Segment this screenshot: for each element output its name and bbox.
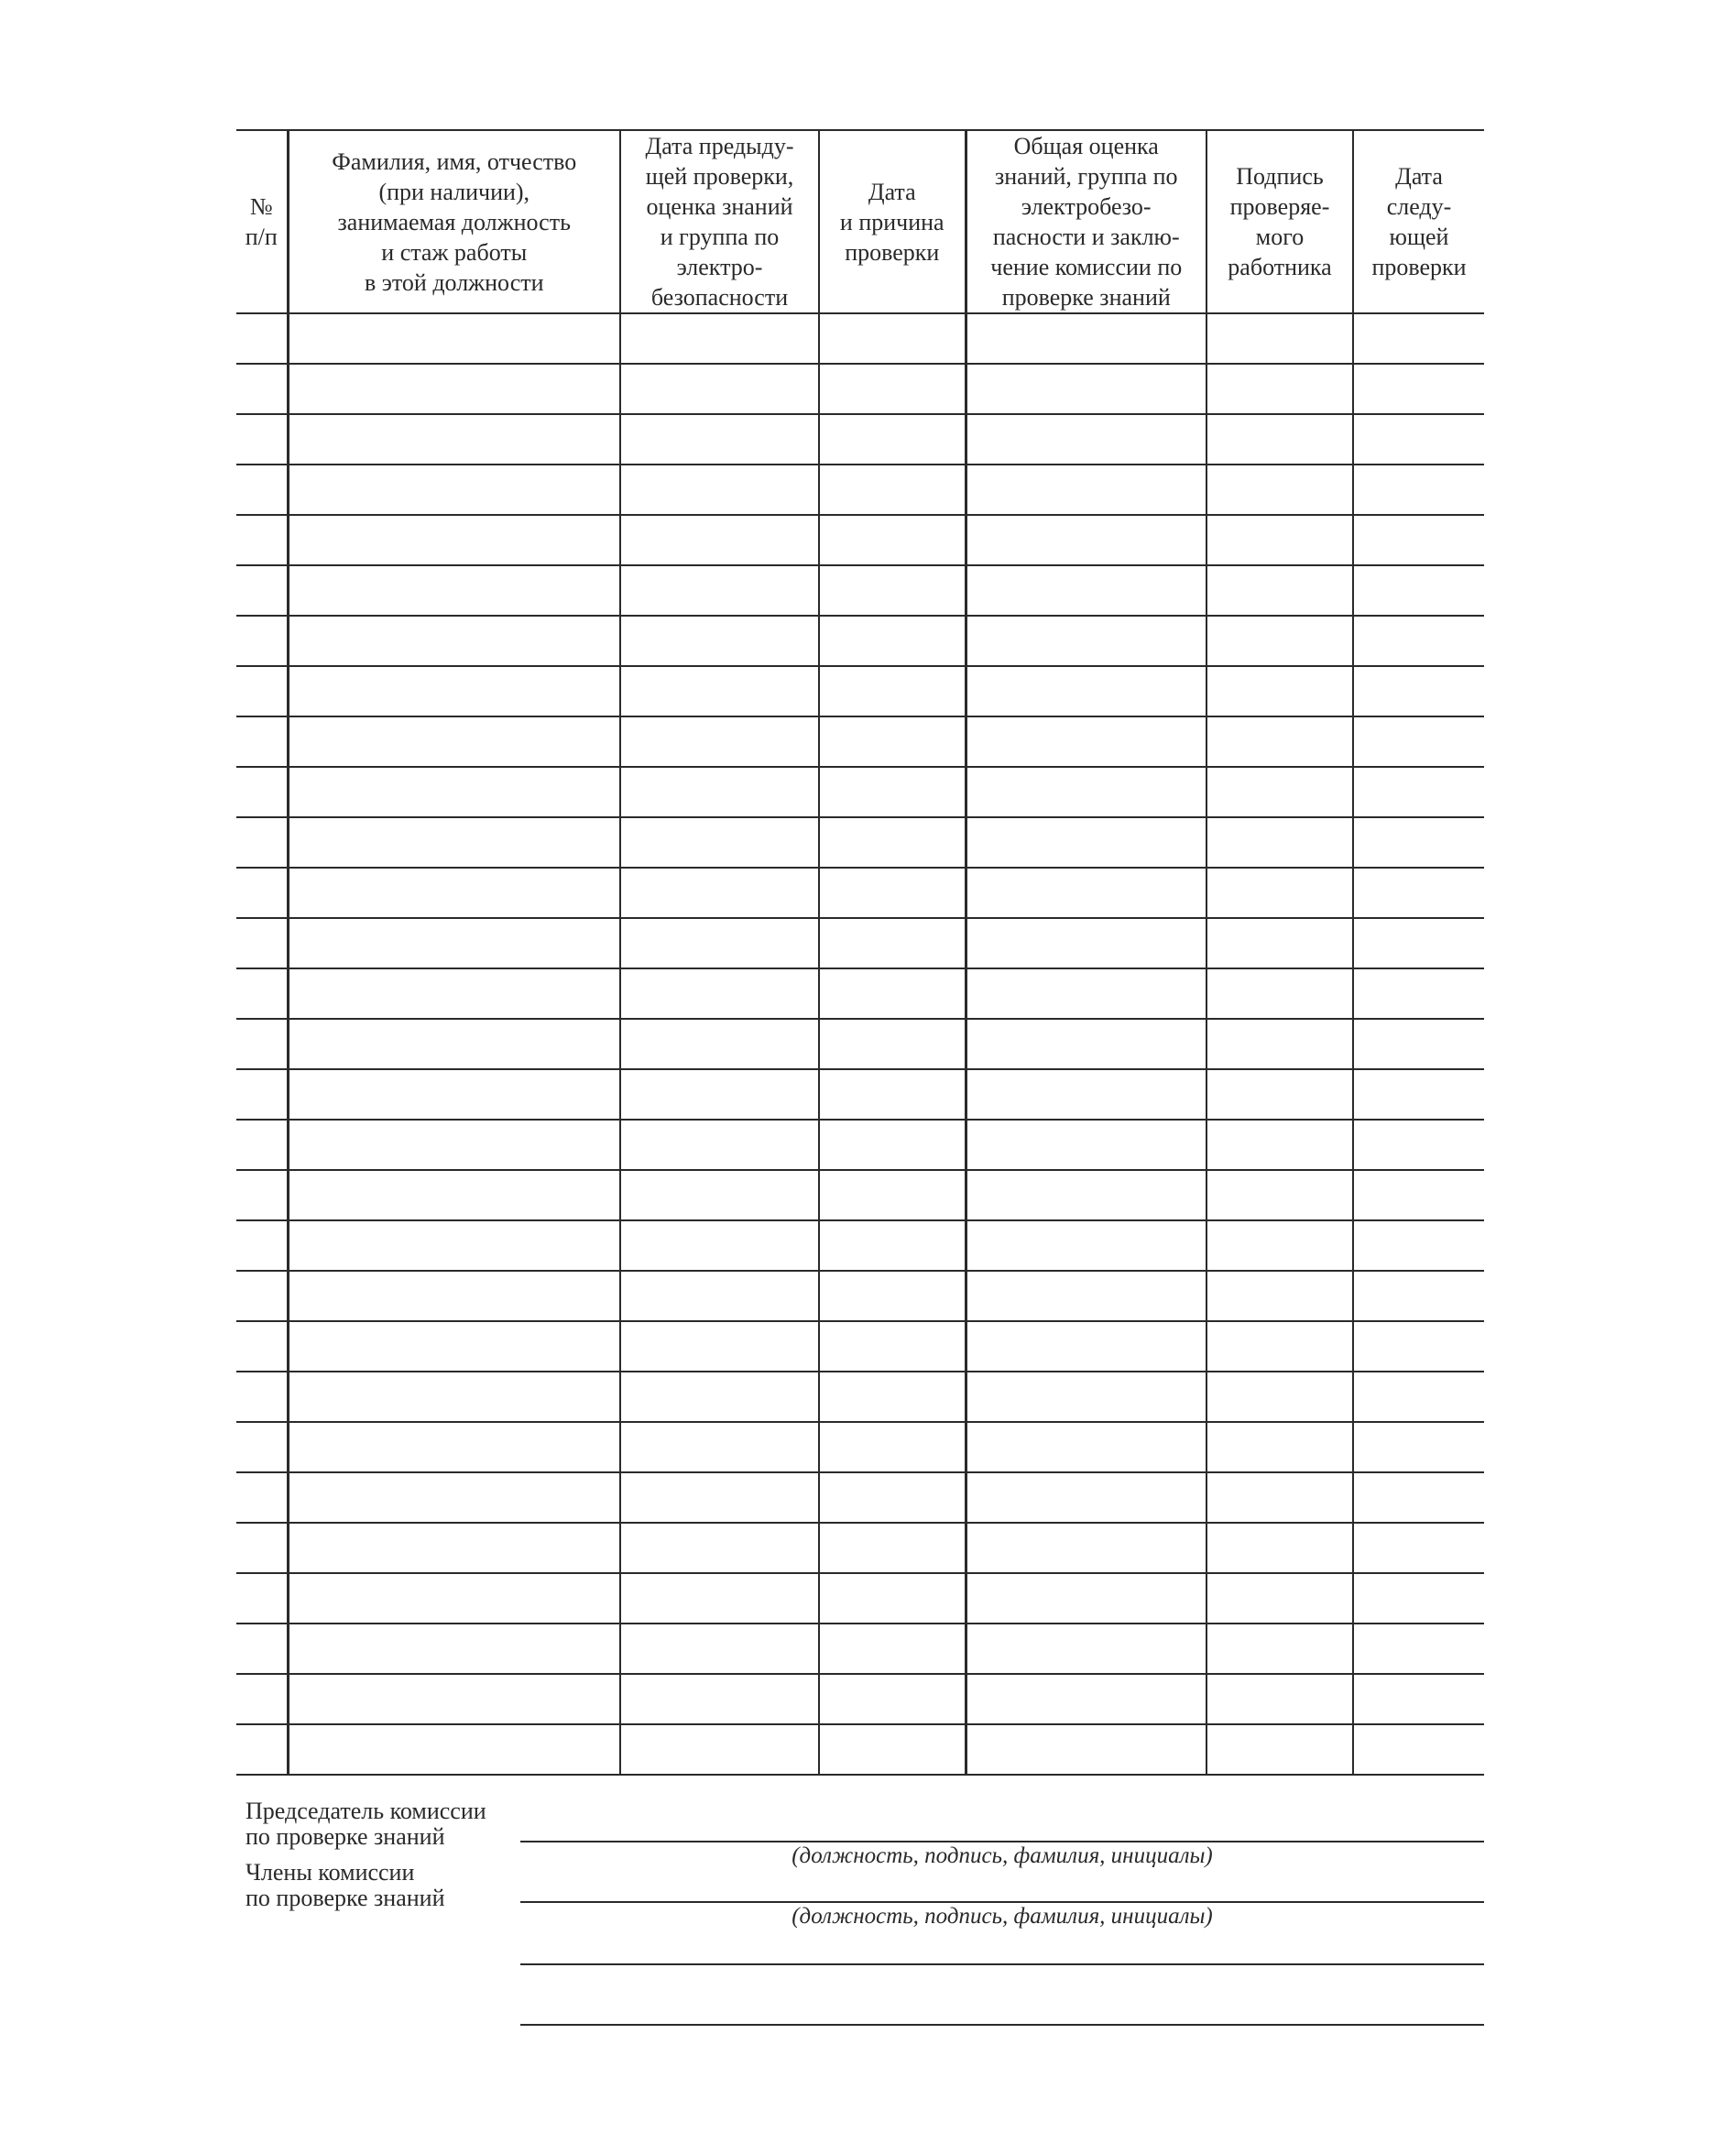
- member-signature-line-3[interactable]: [520, 2024, 1484, 2026]
- table-body: [236, 313, 1484, 1775]
- table-row: [236, 767, 1484, 817]
- cell-next-check-date[interactable]: [1353, 1220, 1484, 1271]
- cell-employee-signature[interactable]: [1206, 1019, 1353, 1069]
- cell-row-number[interactable]: [236, 666, 288, 716]
- cell-overall-assessment[interactable]: [966, 313, 1206, 364]
- cell-overall-assessment[interactable]: [966, 666, 1206, 716]
- cell-overall-assessment[interactable]: [966, 1624, 1206, 1674]
- table-row: [236, 1220, 1484, 1271]
- cell-employee-signature[interactable]: [1206, 716, 1353, 767]
- cell-check-date-reason[interactable]: [819, 364, 966, 414]
- cell-row-number[interactable]: [236, 1120, 288, 1170]
- header-row-number: № п/п: [236, 130, 288, 313]
- cell-row-number[interactable]: [236, 1422, 288, 1472]
- header-check-date-reason: Дата и причина проверки: [819, 130, 966, 313]
- cell-employee-name[interactable]: [288, 1573, 620, 1624]
- cell-check-date-reason[interactable]: [819, 1321, 966, 1372]
- header-overall-assessment: Общая оценка знаний, группа по электробезо- пасности и заклю- чение комиссии по проверке знаний: [966, 130, 1206, 313]
- cell-overall-assessment[interactable]: [966, 968, 1206, 1019]
- cell-row-number[interactable]: [236, 565, 288, 616]
- cell-overall-assessment[interactable]: [966, 868, 1206, 918]
- chairman-signature-line[interactable]: [520, 1841, 1484, 1842]
- cell-row-number[interactable]: [236, 1019, 288, 1069]
- table-row: [236, 616, 1484, 666]
- cell-employee-signature[interactable]: [1206, 1573, 1353, 1624]
- table-row: [236, 1523, 1484, 1573]
- chairman-label: Председатель комиссии по проверке знаний: [246, 1798, 486, 1850]
- cell-check-date-reason[interactable]: [819, 968, 966, 1019]
- cell-next-check-date[interactable]: [1353, 616, 1484, 666]
- cell-row-number[interactable]: [236, 364, 288, 414]
- cell-check-date-reason[interactable]: [819, 1120, 966, 1170]
- cell-row-number[interactable]: [236, 817, 288, 868]
- cell-employee-name[interactable]: [288, 767, 620, 817]
- cell-check-date-reason[interactable]: [819, 918, 966, 968]
- cell-previous-check[interactable]: [620, 1573, 819, 1624]
- cell-check-date-reason[interactable]: [819, 565, 966, 616]
- cell-previous-check[interactable]: [620, 1674, 819, 1724]
- cell-previous-check[interactable]: [620, 313, 819, 364]
- cell-next-check-date[interactable]: [1353, 1321, 1484, 1372]
- cell-previous-check[interactable]: [620, 1523, 819, 1573]
- cell-next-check-date[interactable]: [1353, 1573, 1484, 1624]
- cell-previous-check[interactable]: [620, 1724, 819, 1775]
- cell-next-check-date[interactable]: [1353, 1019, 1484, 1069]
- table-row: [236, 313, 1484, 364]
- cell-next-check-date[interactable]: [1353, 666, 1484, 716]
- cell-previous-check[interactable]: [620, 414, 819, 465]
- cell-check-date-reason[interactable]: [819, 465, 966, 515]
- cell-next-check-date[interactable]: [1353, 817, 1484, 868]
- cell-next-check-date[interactable]: [1353, 1120, 1484, 1170]
- cell-previous-check[interactable]: [620, 565, 819, 616]
- cell-previous-check[interactable]: [620, 1271, 819, 1321]
- members-label: Члены комиссии по проверке знаний: [246, 1859, 445, 1911]
- cell-employee-name[interactable]: [288, 1422, 620, 1472]
- cell-employee-signature[interactable]: [1206, 565, 1353, 616]
- cell-employee-name[interactable]: [288, 313, 620, 364]
- cell-overall-assessment[interactable]: [966, 1170, 1206, 1220]
- cell-employee-name[interactable]: [288, 414, 620, 465]
- cell-check-date-reason[interactable]: [819, 1220, 966, 1271]
- cell-employee-name[interactable]: [288, 1674, 620, 1724]
- cell-employee-name[interactable]: [288, 968, 620, 1019]
- cell-row-number[interactable]: [236, 918, 288, 968]
- cell-next-check-date[interactable]: [1353, 1422, 1484, 1472]
- cell-employee-signature[interactable]: [1206, 1674, 1353, 1724]
- cell-employee-name[interactable]: [288, 565, 620, 616]
- table-row: [236, 565, 1484, 616]
- cell-overall-assessment[interactable]: [966, 1271, 1206, 1321]
- cell-previous-check[interactable]: [620, 918, 819, 968]
- table-row: [236, 868, 1484, 918]
- table-row: [236, 515, 1484, 565]
- table-row: [236, 1422, 1484, 1472]
- cell-previous-check[interactable]: [620, 465, 819, 515]
- cell-employee-name[interactable]: [288, 1523, 620, 1573]
- cell-next-check-date[interactable]: [1353, 1624, 1484, 1674]
- knowledge-check-journal-table: [236, 129, 1484, 1776]
- cell-overall-assessment[interactable]: [966, 414, 1206, 465]
- cell-previous-check[interactable]: [620, 767, 819, 817]
- cell-employee-signature[interactable]: [1206, 1271, 1353, 1321]
- cell-check-date-reason[interactable]: [819, 313, 966, 364]
- cell-row-number[interactable]: [236, 1674, 288, 1724]
- cell-check-date-reason[interactable]: [819, 767, 966, 817]
- table-row: [236, 1069, 1484, 1120]
- table-row: [236, 968, 1484, 1019]
- cell-overall-assessment[interactable]: [966, 767, 1206, 817]
- cell-row-number[interactable]: [236, 1472, 288, 1523]
- cell-employee-name[interactable]: [288, 1220, 620, 1271]
- header-employee-signature: Подпись проверяе- мого работника: [1206, 130, 1353, 313]
- cell-overall-assessment[interactable]: [966, 1120, 1206, 1170]
- cell-overall-assessment[interactable]: [966, 616, 1206, 666]
- cell-check-date-reason[interactable]: [819, 1573, 966, 1624]
- cell-employee-signature[interactable]: [1206, 1624, 1353, 1674]
- cell-employee-name[interactable]: [288, 1069, 620, 1120]
- cell-employee-signature[interactable]: [1206, 1321, 1353, 1372]
- chairman-signature-caption: (должность, подпись, фамилия, инициалы): [792, 1843, 1213, 1868]
- cell-check-date-reason[interactable]: [819, 1271, 966, 1321]
- cell-employee-name[interactable]: [288, 1624, 620, 1674]
- cell-next-check-date[interactable]: [1353, 767, 1484, 817]
- cell-previous-check[interactable]: [620, 968, 819, 1019]
- table-row: [236, 666, 1484, 716]
- header-previous-check: Дата предыду- щей проверки, оценка знаний и группа по электро- безопасности: [620, 130, 819, 313]
- cell-row-number[interactable]: [236, 1523, 288, 1573]
- cell-employee-name[interactable]: [288, 465, 620, 515]
- cell-overall-assessment[interactable]: [966, 515, 1206, 565]
- cell-next-check-date[interactable]: [1353, 565, 1484, 616]
- header-next-check-date: Дата следу- ющей проверки: [1353, 130, 1484, 313]
- cell-previous-check[interactable]: [620, 1372, 819, 1422]
- cell-employee-signature[interactable]: [1206, 1120, 1353, 1170]
- member-signature-caption: (должность, подпись, фамилия, инициалы): [792, 1904, 1213, 1929]
- cell-overall-assessment[interactable]: [966, 1069, 1206, 1120]
- cell-overall-assessment[interactable]: [966, 918, 1206, 968]
- table-header-row: [236, 130, 1484, 313]
- cell-employee-signature[interactable]: [1206, 1472, 1353, 1523]
- table-row: [236, 817, 1484, 868]
- cell-next-check-date[interactable]: [1353, 1170, 1484, 1220]
- cell-row-number[interactable]: [236, 616, 288, 666]
- cell-previous-check[interactable]: [620, 666, 819, 716]
- cell-row-number[interactable]: [236, 767, 288, 817]
- cell-employee-name[interactable]: [288, 515, 620, 565]
- cell-next-check-date[interactable]: [1353, 1674, 1484, 1724]
- cell-previous-check[interactable]: [620, 1019, 819, 1069]
- cell-previous-check[interactable]: [620, 616, 819, 666]
- table-row: [236, 1019, 1484, 1069]
- cell-check-date-reason[interactable]: [819, 1523, 966, 1573]
- cell-employee-name[interactable]: [288, 1472, 620, 1523]
- cell-overall-assessment[interactable]: [966, 1674, 1206, 1724]
- cell-check-date-reason[interactable]: [819, 1624, 966, 1674]
- cell-row-number[interactable]: [236, 868, 288, 918]
- cell-row-number[interactable]: [236, 1372, 288, 1422]
- cell-employee-signature[interactable]: [1206, 767, 1353, 817]
- cell-employee-signature[interactable]: [1206, 918, 1353, 968]
- cell-overall-assessment[interactable]: [966, 1372, 1206, 1422]
- cell-overall-assessment[interactable]: [966, 1321, 1206, 1372]
- cell-employee-signature[interactable]: [1206, 1372, 1353, 1422]
- cell-next-check-date[interactable]: [1353, 1069, 1484, 1120]
- cell-row-number[interactable]: [236, 1321, 288, 1372]
- cell-overall-assessment[interactable]: [966, 817, 1206, 868]
- cell-employee-name[interactable]: [288, 868, 620, 918]
- cell-next-check-date[interactable]: [1353, 968, 1484, 1019]
- cell-employee-signature[interactable]: [1206, 1220, 1353, 1271]
- cell-overall-assessment[interactable]: [966, 1422, 1206, 1472]
- cell-next-check-date[interactable]: [1353, 868, 1484, 918]
- cell-employee-name[interactable]: [288, 1170, 620, 1220]
- cell-employee-signature[interactable]: [1206, 414, 1353, 465]
- cell-row-number[interactable]: [236, 515, 288, 565]
- cell-next-check-date[interactable]: [1353, 1523, 1484, 1573]
- cell-employee-signature[interactable]: [1206, 515, 1353, 565]
- cell-employee-signature[interactable]: [1206, 1422, 1353, 1472]
- cell-check-date-reason[interactable]: [819, 1724, 966, 1775]
- cell-previous-check[interactable]: [620, 515, 819, 565]
- cell-previous-check[interactable]: [620, 716, 819, 767]
- table-row: [236, 465, 1484, 515]
- cell-check-date-reason[interactable]: [819, 1472, 966, 1523]
- table-row: [236, 1271, 1484, 1321]
- cell-overall-assessment[interactable]: [966, 716, 1206, 767]
- cell-check-date-reason[interactable]: [819, 515, 966, 565]
- table-row: [236, 364, 1484, 414]
- cell-overall-assessment[interactable]: [966, 1472, 1206, 1523]
- cell-employee-signature[interactable]: [1206, 616, 1353, 666]
- cell-employee-signature[interactable]: [1206, 968, 1353, 1019]
- cell-row-number[interactable]: [236, 968, 288, 1019]
- cell-overall-assessment[interactable]: [966, 1019, 1206, 1069]
- cell-previous-check[interactable]: [620, 1422, 819, 1472]
- cell-employee-name[interactable]: [288, 716, 620, 767]
- cell-employee-name[interactable]: [288, 817, 620, 868]
- cell-row-number[interactable]: [236, 1724, 288, 1775]
- cell-overall-assessment[interactable]: [966, 1523, 1206, 1573]
- cell-row-number[interactable]: [236, 414, 288, 465]
- cell-overall-assessment[interactable]: [966, 1220, 1206, 1271]
- cell-previous-check[interactable]: [620, 1069, 819, 1120]
- cell-employee-name[interactable]: [288, 1372, 620, 1422]
- cell-check-date-reason[interactable]: [819, 1019, 966, 1069]
- cell-employee-name[interactable]: [288, 1271, 620, 1321]
- table-row: [236, 1321, 1484, 1372]
- cell-employee-signature[interactable]: [1206, 817, 1353, 868]
- cell-employee-name[interactable]: [288, 364, 620, 414]
- cell-check-date-reason[interactable]: [819, 1674, 966, 1724]
- cell-next-check-date[interactable]: [1353, 414, 1484, 465]
- cell-check-date-reason[interactable]: [819, 716, 966, 767]
- table-row: [236, 1372, 1484, 1422]
- cell-employee-signature[interactable]: [1206, 1523, 1353, 1573]
- cell-overall-assessment[interactable]: [966, 565, 1206, 616]
- cell-employee-signature[interactable]: [1206, 1170, 1353, 1220]
- cell-employee-name[interactable]: [288, 616, 620, 666]
- cell-employee-name[interactable]: [288, 1120, 620, 1170]
- cell-check-date-reason[interactable]: [819, 817, 966, 868]
- table-row: [236, 1674, 1484, 1724]
- cell-row-number[interactable]: [236, 716, 288, 767]
- cell-previous-check[interactable]: [620, 1472, 819, 1523]
- cell-previous-check[interactable]: [620, 1624, 819, 1674]
- cell-overall-assessment[interactable]: [966, 1724, 1206, 1775]
- cell-row-number[interactable]: [236, 1170, 288, 1220]
- cell-next-check-date[interactable]: [1353, 515, 1484, 565]
- cell-employee-signature[interactable]: [1206, 364, 1353, 414]
- cell-check-date-reason[interactable]: [819, 1170, 966, 1220]
- table-row: [236, 918, 1484, 968]
- cell-employee-name[interactable]: [288, 1321, 620, 1372]
- cell-employee-name[interactable]: [288, 1724, 620, 1775]
- cell-next-check-date[interactable]: [1353, 1271, 1484, 1321]
- cell-previous-check[interactable]: [620, 1220, 819, 1271]
- cell-employee-signature[interactable]: [1206, 465, 1353, 515]
- cell-employee-signature[interactable]: [1206, 1069, 1353, 1120]
- cell-check-date-reason[interactable]: [819, 1422, 966, 1472]
- cell-row-number[interactable]: [236, 313, 288, 364]
- table-row: [236, 1573, 1484, 1624]
- cell-check-date-reason[interactable]: [819, 414, 966, 465]
- cell-overall-assessment[interactable]: [966, 364, 1206, 414]
- cell-row-number[interactable]: [236, 1624, 288, 1674]
- cell-overall-assessment[interactable]: [966, 465, 1206, 515]
- cell-row-number[interactable]: [236, 1069, 288, 1120]
- table-row: [236, 1170, 1484, 1220]
- cell-previous-check[interactable]: [620, 1120, 819, 1170]
- cell-overall-assessment[interactable]: [966, 1573, 1206, 1624]
- cell-row-number[interactable]: [236, 1220, 288, 1271]
- cell-next-check-date[interactable]: [1353, 1372, 1484, 1422]
- cell-check-date-reason[interactable]: [819, 868, 966, 918]
- cell-next-check-date[interactable]: [1353, 716, 1484, 767]
- cell-check-date-reason[interactable]: [819, 616, 966, 666]
- cell-previous-check[interactable]: [620, 1321, 819, 1372]
- cell-row-number[interactable]: [236, 465, 288, 515]
- cell-next-check-date[interactable]: [1353, 465, 1484, 515]
- table-row: [236, 414, 1484, 465]
- cell-previous-check[interactable]: [620, 868, 819, 918]
- table-row: [236, 1724, 1484, 1775]
- table-row: [236, 1624, 1484, 1674]
- cell-next-check-date[interactable]: [1353, 1724, 1484, 1775]
- header-employee-name: Фамилия, имя, отчество (при наличии), занимаемая должность и стаж работы в этой должности: [288, 130, 620, 313]
- cell-next-check-date[interactable]: [1353, 918, 1484, 968]
- cell-employee-signature[interactable]: [1206, 868, 1353, 918]
- member-signature-line-2[interactable]: [520, 1963, 1484, 1965]
- cell-employee-signature[interactable]: [1206, 313, 1353, 364]
- cell-previous-check[interactable]: [620, 1170, 819, 1220]
- cell-next-check-date[interactable]: [1353, 313, 1484, 364]
- cell-previous-check[interactable]: [620, 817, 819, 868]
- cell-employee-name[interactable]: [288, 918, 620, 968]
- cell-check-date-reason[interactable]: [819, 666, 966, 716]
- table-row: [236, 1120, 1484, 1170]
- cell-previous-check[interactable]: [620, 364, 819, 414]
- cell-row-number[interactable]: [236, 1271, 288, 1321]
- table-row: [236, 716, 1484, 767]
- cell-row-number[interactable]: [236, 1573, 288, 1624]
- cell-employee-name[interactable]: [288, 1019, 620, 1069]
- member-signature-line-1[interactable]: [520, 1901, 1484, 1903]
- cell-employee-signature[interactable]: [1206, 666, 1353, 716]
- cell-next-check-date[interactable]: [1353, 364, 1484, 414]
- cell-check-date-reason[interactable]: [819, 1372, 966, 1422]
- cell-check-date-reason[interactable]: [819, 1069, 966, 1120]
- cell-next-check-date[interactable]: [1353, 1472, 1484, 1523]
- table-row: [236, 1472, 1484, 1523]
- cell-employee-signature[interactable]: [1206, 1724, 1353, 1775]
- cell-employee-name[interactable]: [288, 666, 620, 716]
